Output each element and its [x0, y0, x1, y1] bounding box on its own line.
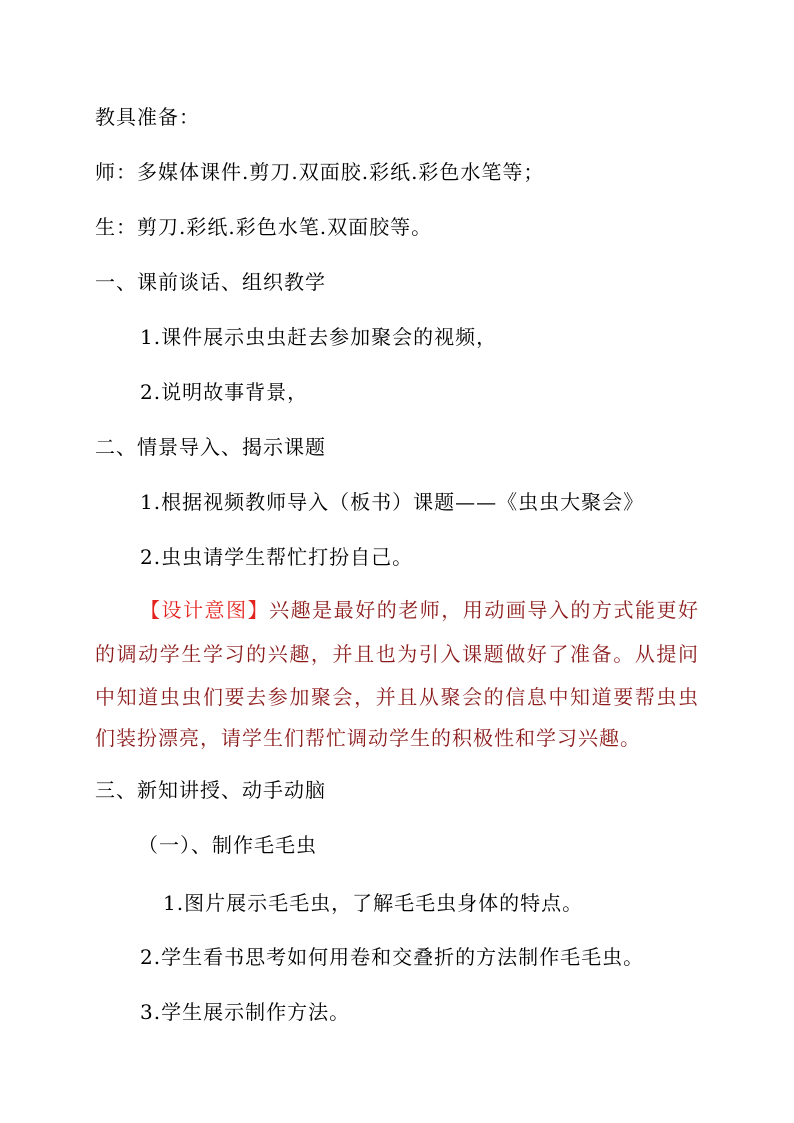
section1-item-1: 1.课件展示虫虫赶去参加聚会的视频，	[140, 325, 498, 349]
materials-heading: 教具准备：	[95, 105, 200, 129]
design-intent-line-4: 们装扮漂亮，请学生们帮忙调动学生的积极性和学习兴趣。	[95, 726, 641, 750]
section3-title: 三、新知讲授、动手动脑	[95, 778, 326, 802]
subsection-item-2: 2.学生看书思考如何用卷和交叠折的方法制作毛毛虫。	[140, 945, 645, 969]
section1-item-2: 2.说明故事背景，	[140, 380, 309, 404]
design-intent-line-3: 中知道虫虫们要去参加聚会，并且从聚会的信息中知道要帮虫虫	[95, 685, 698, 709]
subsection-item-1: 1.图片展示毛毛虫，了解毛毛虫身体的特点。	[163, 891, 584, 915]
teacher-materials: 师：多媒体课件.剪刀.双面胶.彩纸.彩色水笔等；	[95, 160, 545, 184]
design-intent-label: 【设计意图】	[140, 598, 270, 622]
design-intent-line-2: 的调动学生学习的兴趣，并且也为引入课题做好了准备。从提问	[95, 642, 698, 666]
section2-title: 二、情景导入、揭示课题	[95, 435, 326, 459]
section1-title: 一、课前谈话、组织教学	[95, 270, 326, 294]
design-intent-text-1: 兴趣是最好的老师，用动画导入的方式能更好	[269, 598, 698, 622]
subsection-title: （一）、制作毛毛虫	[138, 833, 317, 857]
section2-item-1: 1.根据视频教师导入（板书）课题——《虫虫大聚会》	[140, 490, 645, 514]
design-intent-line-1	[140, 598, 698, 622]
section2-item-2: 2.虫虫请学生帮忙打扮自己。	[140, 545, 414, 569]
subsection-item-3: 3.学生展示制作方法。	[140, 1000, 351, 1024]
student-materials: 生：剪刀.彩纸.彩色水笔.双面胶等。	[95, 215, 433, 239]
